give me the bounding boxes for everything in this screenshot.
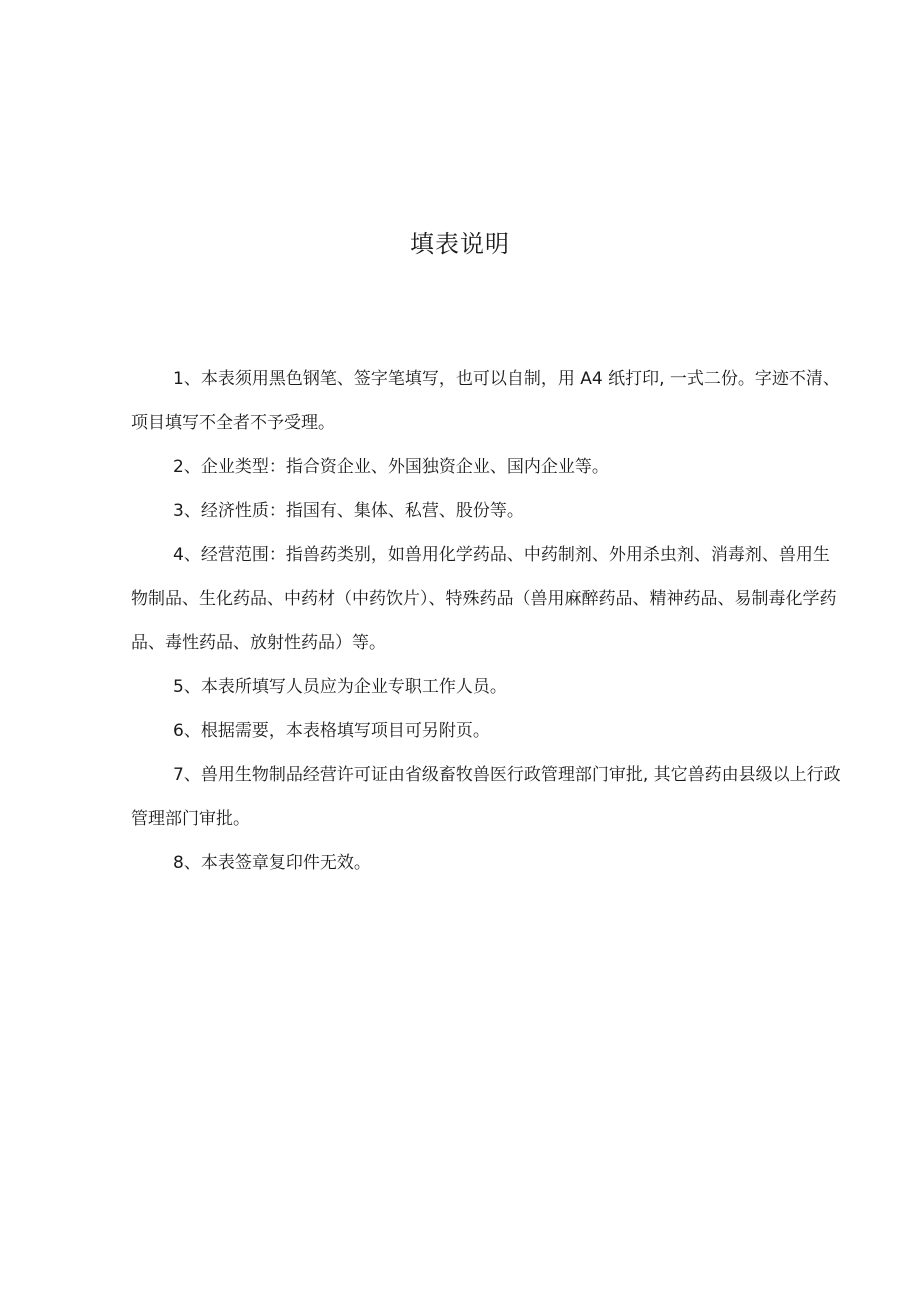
instruction-item-7: 7、兽用生物制品经营许可证由省级畜牧兽医行政管理部门审批, 其它兽药由县级以上行政管理部门审批。 <box>131 765 841 829</box>
instruction-item-3: 3、经济性质：指国有、集体、私营、股份等。 <box>173 501 524 521</box>
page-title: 填表说明 <box>410 230 510 258</box>
instruction-list <box>131 357 846 885</box>
instruction-item-5: 5、本表所填写人员应为企业专职工作人员。 <box>173 677 507 697</box>
instruction-item-6: 6、根据需要，本表格填写项目可另附页。 <box>173 721 490 741</box>
instruction-item-8: 8、本表签章复印件无效。 <box>173 853 371 873</box>
instruction-item-1: 1、本表须用黑色钢笔、签字笔填写，也可以自制，用 A4 纸打印, 一式二份。字迹不清、项目填写不全者不予受理。 <box>131 369 840 433</box>
instruction-item-2: 2、企业类型：指合资企业、外国独资企业、国内企业等。 <box>173 457 609 477</box>
instruction-item-4: 4、经营范围：指兽药类别，如兽用化学药品、中药制剂、外用杀虫剂、消毒剂、兽用生物制品、生化药品、中药材（中药饮片）、特殊药品（兽用麻醉药品、精神药品、易制毒化学药品、毒性药品、放射性药品）等。 <box>131 545 837 653</box>
